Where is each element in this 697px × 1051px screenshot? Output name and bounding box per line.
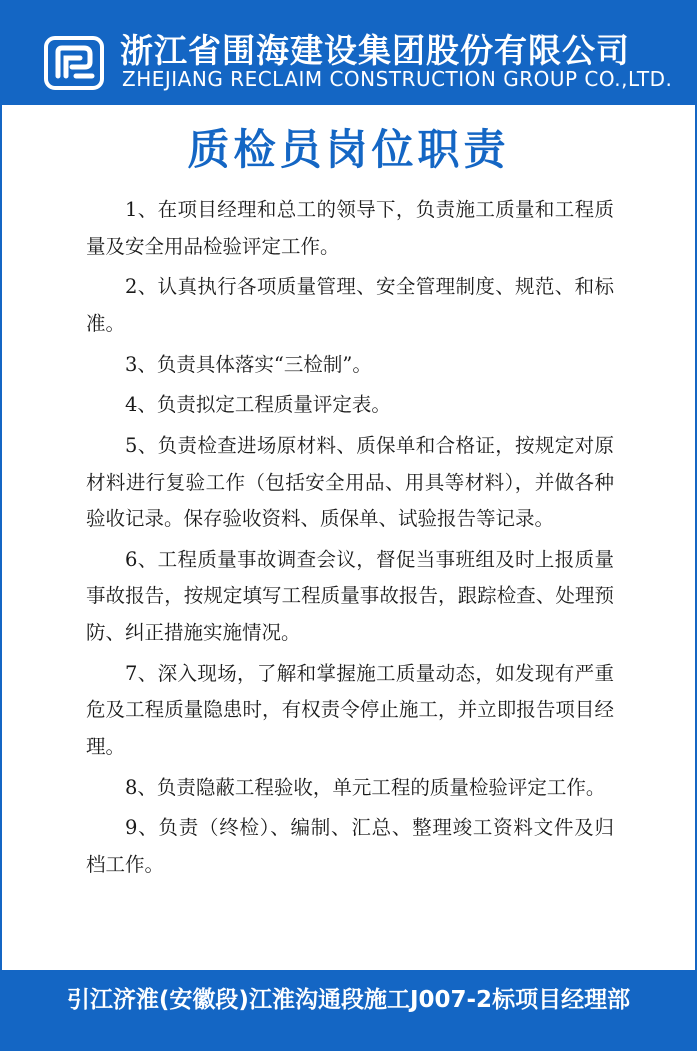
duty-item-1: 1、在项目经理和总工的领导下，负责施工质量和工程质量及安全用品检验评定工作。 (86, 198, 614, 258)
duties-list (86, 192, 614, 888)
duty-item-6: 6、工程质量事故调查会议，督促当事班组及时上报质量事故报告，按规定填写工程质量事故报告，跟踪检查、处理预防、纠正措施实施情况。 (86, 547, 614, 644)
duty-item-4: 4、负责拟定工程质量评定表。 (125, 393, 391, 417)
duty-item-8: 8、负责隐蔽工程验收，单元工程的质量检验评定工作。 (125, 775, 606, 799)
company-name-cn: 浙江省围海建设集团股份有限公司 (120, 31, 630, 70)
project-name: 引江济淮(安徽段)江淮沟通段施工J007-2标项目经理部 (66, 987, 631, 1013)
duty-item-3: 3、负责具体落实“三检制”。 (125, 352, 372, 376)
company-logo-icon (44, 36, 104, 90)
duty-item-7: 7、深入现场，了解和掌握施工质量动态，如发现有严重危及工程质量隐患时，有权责令停止施工，并立即报告项目经理。 (86, 661, 614, 758)
page-title: 质检员岗位职责 (187, 125, 510, 174)
duty-item-5: 5、负责检查进场原材料、质保单和合格证，按规定对原材料进行复验工作（包括安全用品、用具等材料），并做各种验收记录。保存验收资料、质保单、试验报告等记录。 (86, 434, 614, 531)
duty-item-9: 9、负责（终检）、编制、汇总、整理竣工资料文件及归档工作。 (86, 816, 614, 876)
company-name-en: ZHEJIANG RECLAIM CONSTRUCTION GROUP CO.,LTD. (122, 67, 673, 91)
duty-item-2: 2、认真执行各项质量管理、安全管理制度、规范、和标准。 (86, 275, 614, 335)
